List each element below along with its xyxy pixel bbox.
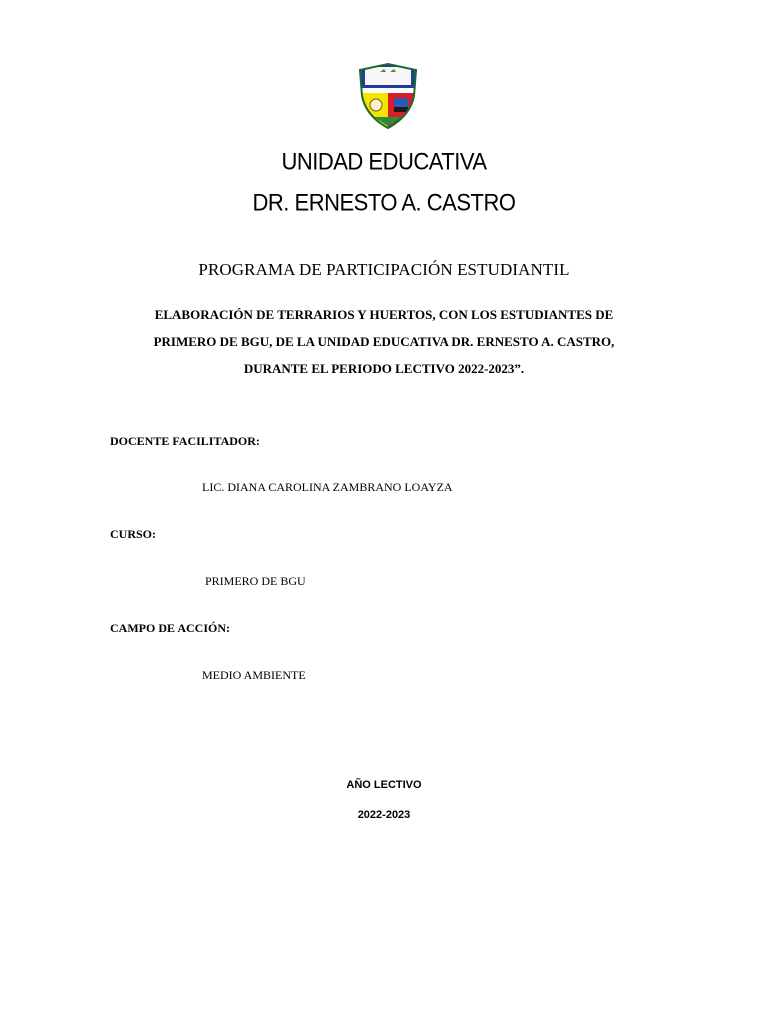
campo-label: CAMPO DE ACCIÓN:: [110, 621, 230, 635]
curso-label: CURSO:: [110, 527, 157, 541]
school-name-line-2: DR. ERNESTO A. CASTRO: [252, 188, 516, 216]
program-title: PROGRAMA DE PARTICIPACIÓN ESTUDIANTIL: [198, 260, 570, 279]
school-year-label: AÑO LECTIVO: [346, 779, 422, 791]
campo-value: MEDIO AMBIENTE: [202, 668, 306, 682]
docente-label: DOCENTE FACILITADOR:: [110, 434, 260, 448]
project-title-line-1: ELABORACIÓN DE TERRARIOS Y HUERTOS, CON LOS ESTUDIANTES DE: [154, 307, 614, 322]
school-name-line-1: UNIDAD EDUCATIVA: [281, 147, 487, 175]
docente-value: LIC. DIANA CAROLINA ZAMBRANO LOAYZA: [202, 480, 453, 494]
curso-value: PRIMERO DE BGU: [205, 574, 306, 588]
school-crest-icon: [356, 62, 420, 130]
school-year-value: 2022-2023: [357, 809, 411, 821]
project-title-line-2: PRIMERO DE BGU, DE LA UNIDAD EDUCATIVA DR. ERNESTO A. CASTRO,: [153, 334, 615, 349]
project-title-line-3: DURANTE EL PERIODO LECTIVO 2022-2023”.: [243, 361, 525, 376]
